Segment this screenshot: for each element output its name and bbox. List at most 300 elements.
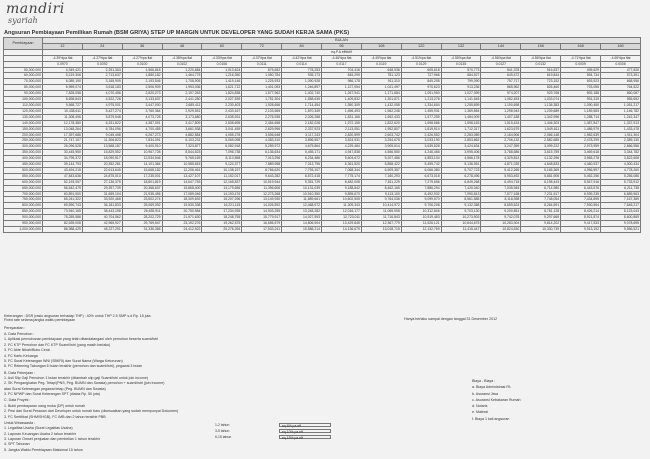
installment-cell: 20,352,281 bbox=[82, 162, 122, 168]
installment-cell: 9,417,533 bbox=[561, 221, 601, 227]
installment-cell: 2,454,658 bbox=[242, 120, 282, 126]
installment-cell: 1,566,818 bbox=[122, 67, 162, 73]
requirement-item: 2. FC KTP Pemohon dan FC KTP Suami/Istri (yang masih berlaku) bbox=[4, 342, 111, 347]
installment-cell: 47,843,636 bbox=[43, 173, 83, 179]
installment-cell: 12,132,759 bbox=[401, 227, 441, 233]
installment-cell: 23,502,274 bbox=[122, 197, 162, 203]
installment-cell: 2,066,148 bbox=[521, 132, 561, 138]
installment-cell: 11,306,823 bbox=[82, 138, 122, 144]
requirement-item: 5. Jangka Waktu Pembiayaan Maksimal 15 tahun bbox=[4, 447, 83, 452]
installment-cell: 5,259,972 bbox=[242, 144, 282, 150]
installment-cell: 2,635,931 bbox=[202, 114, 242, 120]
amount-cell: 900,000,000 bbox=[4, 215, 43, 221]
installment-cell: 1,824,838 bbox=[202, 91, 242, 97]
requirement-item: B. Data Pekerjaan : bbox=[4, 370, 36, 375]
installment-cell: 6,198,443 bbox=[521, 179, 561, 185]
rate-cell: -4.55%pa flat bbox=[441, 55, 481, 61]
installment-cell: 3,247,359 bbox=[481, 144, 521, 150]
installment-cell: 9,124,377 bbox=[202, 162, 242, 168]
installment-cell: 33,920,468 bbox=[82, 197, 122, 203]
installment-cell: 1,242,347 bbox=[601, 114, 641, 120]
installment-cell: 875,652 bbox=[242, 67, 282, 73]
installment-cell: 7,013,296 bbox=[242, 156, 282, 162]
installment-cell: 3,965,278 bbox=[561, 156, 601, 162]
amount-cell: 350,000,000 bbox=[4, 150, 43, 156]
installment-cell: 8,600,869 bbox=[601, 215, 641, 221]
installment-cell: 9,913,192 bbox=[561, 227, 601, 233]
installment-cell: 970,623 bbox=[401, 85, 441, 91]
installment-cell: 6,211,738 bbox=[601, 185, 641, 191]
installment-cell: 3,995,406 bbox=[441, 150, 481, 156]
installment-cell: 3,344,782 bbox=[601, 150, 641, 156]
installment-cell: 9,764,036 bbox=[361, 197, 401, 203]
installment-cell: 693,923 bbox=[561, 79, 601, 85]
installment-cell: 8,118,398 bbox=[481, 197, 521, 203]
brand-name: mandiri bbox=[6, 1, 65, 17]
tenor-cell: 108 bbox=[361, 43, 401, 49]
installment-cell: 8,921,874 bbox=[561, 215, 601, 221]
cost-label: 6-15 tahun bbox=[215, 435, 232, 439]
installment-cell: 8,781,128 bbox=[521, 209, 561, 215]
installment-cell: 12,178,380 bbox=[43, 120, 83, 126]
installment-cell: 7,013,796 bbox=[282, 162, 322, 168]
installment-cell: 1,082,453 bbox=[481, 97, 521, 103]
installment-cell: 10,919,483 bbox=[401, 215, 441, 221]
installment-cell: 6,509,357 bbox=[361, 167, 401, 173]
tenor-cell: 48 bbox=[162, 43, 202, 49]
installment-cell: 2,276,935 bbox=[242, 114, 282, 120]
installment-cell: 1,288,714 bbox=[561, 114, 601, 120]
installment-cell: 668,956 bbox=[601, 79, 641, 85]
requirement-item: C. Data Proyek : bbox=[4, 398, 31, 403]
installment-cell: 4,229,484 bbox=[322, 144, 362, 150]
installment-cell: 793,055 bbox=[561, 85, 601, 91]
installment-cell: 9,765,169 bbox=[162, 156, 202, 162]
installment-cell: 10,438,611 bbox=[43, 108, 83, 114]
installment-cell: 4,853,104 bbox=[401, 156, 441, 162]
installment-table-wrapper bbox=[3, 37, 641, 233]
installment-cell: 2,866,956 bbox=[601, 144, 641, 150]
installment-cell: 11,716,843 bbox=[361, 215, 401, 221]
installment-cell: 605,618 bbox=[401, 67, 441, 73]
biaya-item: d. Notaris bbox=[472, 404, 488, 409]
tenor-cell: 144 bbox=[481, 43, 521, 49]
rate-cell: -4.27%pa flat bbox=[122, 55, 162, 61]
rate-cell: -4.51%pa flat bbox=[401, 55, 441, 61]
amount-cell: 90,000,000 bbox=[4, 91, 43, 97]
installment-cell: 477,826 bbox=[601, 67, 641, 73]
installment-cell: 21,971,630 bbox=[162, 215, 202, 221]
installment-cell: 781,123 bbox=[361, 73, 401, 79]
requirement-item: 2. Pesi dari Surat Pesanan dari Developer untuk rumah baru (disesuaikan yang sudah mempunyai Dokumen) bbox=[4, 409, 179, 414]
installment-cell: 9,078,695 bbox=[601, 221, 641, 227]
installment-cell: 4,055,278 bbox=[202, 132, 242, 138]
installment-cell: 9,814,202 bbox=[521, 221, 561, 227]
valid-until-note: Hanya berlaku sampai dengan tanggal 31 Desember 2012 bbox=[404, 317, 498, 321]
installment-cell: 6,361,520 bbox=[322, 162, 362, 168]
installment-cell: 6,066,380 bbox=[401, 167, 441, 173]
requirement-item: 1. Asli Slip Gaji Pemohon 1 bulan terakhir (ditambah slip gaji Suami/istri untuk join income) bbox=[4, 376, 149, 380]
cost-label: 1-2 tahun bbox=[215, 423, 230, 427]
amount-cell: 600,000,000 bbox=[4, 179, 43, 185]
installment-cell: 4,300,434 bbox=[601, 162, 641, 168]
requirement-item: 6. FC Rekening Tabungan 6 bulan terakhir (pemohon dan suami/istri), pegawai 3 bulan bbox=[4, 364, 143, 369]
installment-cell: 723,152 bbox=[521, 79, 561, 85]
installment-cell: 7,160,293 bbox=[361, 173, 401, 179]
installment-cell: 7,068,344 bbox=[322, 167, 362, 173]
installment-cell: 2,337,923 bbox=[282, 126, 322, 132]
installment-cell: 5,947,916 bbox=[561, 179, 601, 185]
installment-cell: 1,911,304 bbox=[601, 132, 641, 138]
installment-cell: 8,561,585 bbox=[441, 197, 481, 203]
installment-cell: 778,253 bbox=[282, 67, 322, 73]
installment-cell: 7,889,958 bbox=[242, 162, 282, 168]
amount-cell: 950,000,000 bbox=[4, 221, 43, 227]
installment-cell: 14,806,904 bbox=[282, 221, 322, 227]
installment-cell: 1,301,871 bbox=[361, 97, 401, 103]
installment-cell: 13,149,930 bbox=[242, 197, 282, 203]
installment-cell: 12,534,546 bbox=[122, 156, 162, 162]
installment-cell: 7,434,895 bbox=[561, 197, 601, 203]
amount-cell: 500,000,000 bbox=[4, 167, 43, 173]
installment-cell: 28,202,729 bbox=[122, 215, 162, 221]
installment-cell: 3,117,243 bbox=[282, 132, 322, 138]
amount-cell: 50,000,000 bbox=[4, 67, 43, 73]
installment-cell: 4,975,001 bbox=[82, 102, 122, 108]
installment-cell: 11,689,661 bbox=[282, 197, 322, 203]
installment-cell: 1,870,349 bbox=[282, 108, 322, 114]
bank-logo bbox=[6, 2, 65, 25]
installment-cell: 9,400,910 bbox=[122, 144, 162, 150]
installment-cell: 2,193,546 bbox=[122, 79, 162, 85]
biaya-item: c. Asuransi Kebakaran Rumah bbox=[472, 397, 521, 402]
installment-cell: 2,820,273 bbox=[122, 91, 162, 97]
installment-cell: 10,131,039 bbox=[282, 185, 322, 191]
installment-cell: 2,706,132 bbox=[481, 138, 521, 144]
installment-cell: 1,952,807 bbox=[361, 126, 401, 132]
installment-cell: 9,351,729 bbox=[282, 179, 322, 185]
installment-cell: 649,472 bbox=[481, 73, 521, 79]
rate-cell: -4.49%pa flat bbox=[361, 55, 401, 61]
eff-cell: 0.0117 bbox=[322, 61, 362, 67]
installment-cell: 1,171,684 bbox=[361, 91, 401, 97]
installment-cell: 2,929,551 bbox=[162, 108, 202, 114]
installment-cell: 7,645,217 bbox=[601, 203, 641, 209]
installment-cell: 991,319 bbox=[561, 97, 601, 103]
installment-cell: 17,533,241 bbox=[242, 227, 282, 233]
installment-cell: 15,779,917 bbox=[242, 215, 282, 221]
requirement-item: 3. FC NPWP dan Surat Keterangan SPT (diatas Rp. 50 juta) bbox=[4, 392, 100, 397]
installment-cell: 7,577,168 bbox=[481, 191, 521, 197]
installment-cell: 10,967,728 bbox=[122, 150, 162, 156]
installment-cell: 3,041,459 bbox=[202, 126, 242, 132]
installment-cell: 1,432,058 bbox=[361, 102, 401, 108]
installment-cell: 24,875,010 bbox=[82, 173, 122, 179]
installment-cell: 11,308,496 bbox=[43, 114, 83, 120]
installment-cell: 6,331,822 bbox=[82, 120, 122, 126]
installment-cell: 9,703,130 bbox=[441, 209, 481, 215]
installment-cell: 1,598,163 bbox=[441, 120, 481, 126]
amount-cell: 650,000,000 bbox=[4, 185, 43, 191]
requirement-item: 3. FC Akte Nikah/Buku Cerai bbox=[4, 348, 50, 353]
installment-cell: 39,144,793 bbox=[43, 162, 83, 168]
installment-cell: 7,834,091 bbox=[122, 138, 162, 144]
installment-cell: 4,387,091 bbox=[122, 120, 162, 126]
installment-cell: 892,188 bbox=[561, 91, 601, 97]
installment-cell: 5,604,672 bbox=[322, 156, 362, 162]
requirement-item: Untuk Wiraswasta : bbox=[4, 420, 35, 425]
installment-cell: 5,256,086 bbox=[601, 173, 641, 179]
installment-cell: 5,953,492 bbox=[481, 173, 521, 179]
installment-cell: 2,283,089 bbox=[441, 132, 481, 138]
installment-cell: 1,696,493 bbox=[322, 108, 362, 114]
installment-cell: 2,389,130 bbox=[601, 138, 641, 144]
amount-cell: 100,000,000 bbox=[4, 97, 43, 103]
installment-cell: 12,468,972 bbox=[282, 203, 322, 209]
installment-cell: 11,152,017 bbox=[202, 173, 242, 179]
installment-cell: 5,427,274 bbox=[82, 108, 122, 114]
installment-cell: 2,026,288 bbox=[282, 114, 322, 120]
installment-cell: 3,905,614 bbox=[361, 144, 401, 150]
installment-cell: 19,262,575 bbox=[202, 221, 242, 227]
installment-cell: 4,700,455 bbox=[122, 126, 162, 132]
installment-cell: 82,639,008 bbox=[43, 221, 83, 227]
installment-cell: 13,429,845 bbox=[322, 221, 362, 227]
installment-cell: 9,568,727 bbox=[43, 102, 83, 108]
installment-cell: 1,577,259 bbox=[401, 114, 441, 120]
installment-cell: 56,542,479 bbox=[43, 185, 83, 191]
installment-cell: 8,659,624 bbox=[481, 203, 521, 209]
installment-cell: 2,506,909 bbox=[122, 85, 162, 91]
installment-cell: 2,478,299 bbox=[561, 138, 601, 144]
installment-cell: 9,895,670 bbox=[322, 191, 362, 197]
installment-cell: 2,629,996 bbox=[242, 126, 282, 132]
installment-cell: 1,819,914 bbox=[401, 126, 441, 132]
installment-cell: 757,717 bbox=[481, 79, 521, 85]
installment-cell: 6,714,980 bbox=[521, 185, 561, 191]
installment-cell: 1,515,434 bbox=[481, 120, 521, 126]
installment-cell: 3,173,680 bbox=[162, 114, 202, 120]
installment-cell: 4,566,178 bbox=[441, 156, 481, 162]
installment-cell: 1,419,146 bbox=[202, 79, 242, 85]
installment-cell: 7,748,054 bbox=[521, 197, 561, 203]
installment-cell: 26,635,911 bbox=[122, 209, 162, 215]
installment-cell: 8,492,932 bbox=[401, 191, 441, 197]
installment-cell: 2,685,411 bbox=[162, 102, 202, 108]
tenor-cell: 96 bbox=[322, 43, 362, 49]
tenor-cell: 24 bbox=[82, 43, 122, 49]
installment-cell: 7,096,738 bbox=[202, 150, 242, 156]
installment-cell: 2,164,906 bbox=[481, 132, 521, 138]
amount-cell: 140,000,000 bbox=[4, 120, 43, 126]
rate-cell: -4.46%pa flat bbox=[322, 55, 362, 61]
installment-cell: 7,828,058 bbox=[43, 91, 83, 97]
installment-cell: 78,289,586 bbox=[43, 215, 83, 221]
requirement-item: 1. Bukti pembayaran uang muka (DP) untuk rumah bbox=[4, 403, 86, 408]
installment-cell: 29,769,547 bbox=[122, 221, 162, 227]
installment-cell: 5,219,306 bbox=[43, 73, 83, 79]
installment-cell: 2,582,685 bbox=[521, 138, 561, 144]
installment-cell: 1,831,166 bbox=[322, 114, 362, 120]
installment-cell: 17,089,046 bbox=[162, 191, 202, 197]
installment-cell: 15,207,296 bbox=[202, 197, 242, 203]
installment-cell: 1,033,074 bbox=[521, 97, 561, 103]
biaya-heading: Biaya - Biaya : bbox=[472, 379, 496, 383]
installment-table bbox=[3, 37, 641, 233]
installment-cell: 9,556,521 bbox=[601, 227, 641, 233]
amount-cell: 700,000,000 bbox=[4, 191, 43, 197]
installment-cell: 18,309,692 bbox=[162, 197, 202, 203]
installment-cell: 1,577,962 bbox=[242, 91, 282, 97]
installment-cell: 6,234,486 bbox=[282, 156, 322, 162]
requirement-item: 3. FC Sertifikat (SHM/SHGB), FC IMB dan 2 tahun terakhir PBB bbox=[4, 414, 106, 419]
installment-cell: 14,026,592 bbox=[242, 203, 282, 209]
installment-cell: 3,639,828 bbox=[401, 144, 441, 150]
installment-cell: 6,089,190 bbox=[43, 79, 83, 85]
installment-cell: 1,091,950 bbox=[401, 91, 441, 97]
installment-cell: 1,337,913 bbox=[601, 120, 641, 126]
amount-cell: 550,000,000 bbox=[4, 173, 43, 179]
installment-cell: 14,647,753 bbox=[162, 179, 202, 185]
rate-cell: -4.37%pa flat bbox=[242, 55, 282, 61]
eff-cell: 0.0106 bbox=[202, 61, 242, 67]
installment-cell: 6,673,018 bbox=[401, 173, 441, 179]
installment-cell: 27,136,375 bbox=[82, 179, 122, 185]
installment-cell: 13,248,282 bbox=[282, 209, 322, 215]
installment-cell: 7,231,517 bbox=[521, 191, 561, 197]
installment-cell: 14,101,364 bbox=[122, 162, 162, 168]
installment-cell: 17,397,686 bbox=[43, 132, 83, 138]
installment-cell: 23,192,276 bbox=[162, 221, 202, 227]
installment-cell: 3,254,678 bbox=[361, 138, 401, 144]
requirement-item: 5. FC Surat Keterangan WNI (SBKRI) dan Surat Nama (Warga Keturunan) bbox=[4, 359, 123, 363]
installment-cell: 9,188,842 bbox=[322, 185, 362, 191]
installment-cell: 5,165,369 bbox=[521, 167, 561, 173]
installment-cell: 986,178 bbox=[322, 79, 362, 85]
installment-cell: 6,959,074 bbox=[43, 85, 83, 91]
cost-value-box: eq.15% pa eff bbox=[279, 435, 331, 440]
tenor-cell: 12 bbox=[43, 43, 83, 49]
installment-cell: 13,427,107 bbox=[162, 173, 202, 179]
requirement-item: 4. FC Kartu Keluarga bbox=[4, 353, 38, 358]
installment-cell: 14,903,255 bbox=[242, 209, 282, 215]
installment-cell: 12,165,837 bbox=[202, 179, 242, 185]
installment-cell: 10,283,304 bbox=[481, 221, 521, 227]
installment-cell: 36,181,833 bbox=[82, 203, 122, 209]
eff-cell: 0.0132 bbox=[521, 61, 561, 67]
installment-cell: 1,621,712 bbox=[202, 85, 242, 91]
installment-cell: 704,416 bbox=[322, 67, 362, 73]
installment-cell: 4,522,726 bbox=[82, 97, 122, 103]
installment-cell: 26,096,528 bbox=[43, 144, 83, 150]
amount-cell: 130,000,000 bbox=[4, 114, 43, 120]
installment-cell: 7,035,945 bbox=[481, 185, 521, 191]
installment-cell: 18,801,819 bbox=[122, 179, 162, 185]
installment-cell: 1,401,053 bbox=[242, 85, 282, 91]
installment-cell: 2,713,637 bbox=[82, 73, 122, 79]
installment-cell: 11,415,447 bbox=[441, 227, 481, 233]
installment-cell: 1,928,656 bbox=[242, 102, 282, 108]
installment-cell: 69,590,743 bbox=[43, 203, 83, 209]
installment-cell: 1,623,679 bbox=[481, 126, 521, 132]
biaya-list bbox=[472, 378, 521, 422]
brand-sub: syariah bbox=[8, 16, 38, 25]
installment-cell: 1,213,276 bbox=[401, 97, 441, 103]
installment-cell: 8,482,008 bbox=[322, 179, 362, 185]
installment-cell: 15,829,552 bbox=[82, 150, 122, 156]
rate-cell: -4.56%pa flat bbox=[481, 55, 521, 61]
bulan-header: BULAN bbox=[43, 38, 641, 44]
cost-row bbox=[215, 434, 331, 440]
installment-cell: 15,868,400 bbox=[162, 185, 202, 191]
installment-cell: 516,537 bbox=[521, 67, 561, 73]
installment-cell: 1,051,217 bbox=[601, 102, 641, 108]
installment-cell: 3,165,909 bbox=[82, 79, 122, 85]
installment-cell: 7,279,656 bbox=[401, 179, 441, 185]
installment-cell: 5,681,906 bbox=[521, 173, 561, 179]
installment-cell: 2,113,051 bbox=[322, 126, 362, 132]
cost-boxes bbox=[215, 422, 331, 440]
eff-cell: 0.0127 bbox=[481, 61, 521, 67]
installment-cell: 29,397,739 bbox=[82, 185, 122, 191]
installment-cell: 21,747,107 bbox=[43, 138, 83, 144]
installment-cell: 2,182,028 bbox=[282, 120, 322, 126]
installment-cell: 10,910,350 bbox=[282, 191, 322, 197]
installment-cell: 10,414,972 bbox=[361, 203, 401, 209]
installment-cell: 11,309,343 bbox=[322, 203, 362, 209]
installment-cell: 913,236 bbox=[441, 85, 481, 91]
installment-cell: 21,935,456 bbox=[122, 191, 162, 197]
installment-cell: 1,127,054 bbox=[322, 85, 362, 91]
installment-cell: 20,750,984 bbox=[162, 209, 202, 215]
installment-cell: 6,849,268 bbox=[441, 179, 481, 185]
installment-cell: 9,113,100 bbox=[361, 191, 401, 197]
tenor-cell: 84 bbox=[282, 43, 322, 49]
installment-cell: 1,880,182 bbox=[122, 73, 162, 79]
rate-cell: -4.39%pa flat bbox=[43, 55, 83, 61]
installment-cell: 13,568,187 bbox=[82, 144, 122, 150]
installment-cell: 7,167,389 bbox=[601, 197, 641, 203]
installment-cell: 16,656,579 bbox=[242, 221, 282, 227]
eff-cell: 0.0092 bbox=[82, 61, 122, 67]
installment-cell: 5,879,548 bbox=[82, 114, 122, 120]
installment-cell: 16,221,115 bbox=[202, 203, 242, 209]
cost-value-box: eq.10% pa eff bbox=[279, 429, 331, 434]
persyaratan-heading: Persyaratan : bbox=[4, 326, 26, 330]
installment-cell: 2,027,539 bbox=[202, 97, 242, 103]
pembiayaan-header: Pembiayaan bbox=[4, 38, 43, 50]
installment-cell: 1,464,775 bbox=[162, 73, 202, 79]
installment-cell: 10,602,505 bbox=[322, 197, 362, 203]
installment-cell: 1,369,854 bbox=[441, 108, 481, 114]
installment-cell: 3,033,190 bbox=[401, 138, 441, 144]
installment-cell: 34,795,372 bbox=[43, 156, 83, 162]
installment-cell: 865,962 bbox=[481, 85, 521, 91]
installment-cell: 45,227,291 bbox=[82, 227, 122, 233]
installment-cell: 3,469,618 bbox=[561, 150, 601, 156]
installment-cell: 1,267,941 bbox=[322, 91, 362, 97]
eff-cell: 0.0100 bbox=[122, 61, 162, 67]
installment-cell: 8,766,620 bbox=[242, 167, 282, 173]
installment-cell: 6,267,273 bbox=[122, 132, 162, 138]
installment-cell: 9,297,665 bbox=[521, 215, 561, 221]
installment-cell: 929,768 bbox=[521, 91, 561, 97]
installment-cell: 4,246,466 bbox=[401, 150, 441, 156]
installment-cell: 541,378 bbox=[481, 67, 521, 73]
tenor-cell: 156 bbox=[521, 43, 561, 49]
installment-cell: 13,048,264 bbox=[43, 126, 83, 132]
installment-cell: 2,103,565 bbox=[242, 108, 282, 114]
